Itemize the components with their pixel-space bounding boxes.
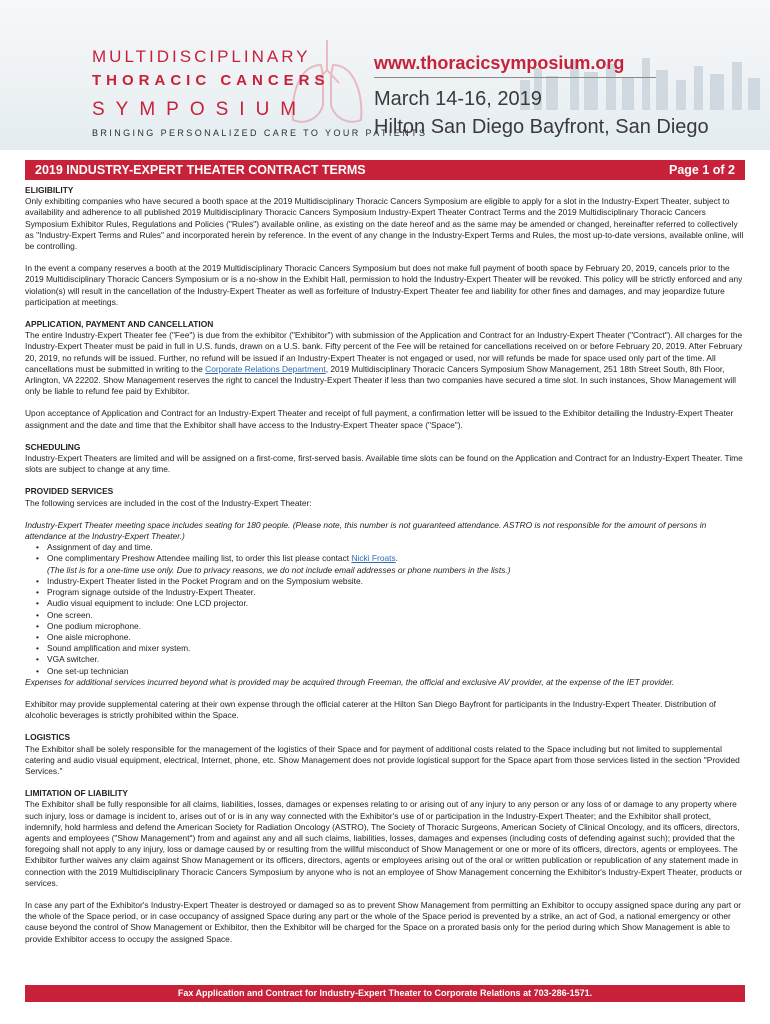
- section-heading-eligibility: ELIGIBILITY: [25, 185, 74, 195]
- list-item: • One screen.: [47, 610, 745, 621]
- document-body: [25, 185, 745, 945]
- footer-bar: Fax Application and Contract for Industry-Expert Theater to Corporate Relations at 703-286-1571.: [25, 985, 745, 1002]
- website-link[interactable]: www.thoracicsymposium.org: [374, 53, 625, 73]
- logo-line-thoracic-cancers: THORACIC CANCERS: [92, 72, 330, 89]
- paragraph: The following services are included in the cost of the Industry-Expert Theater:: [25, 497, 312, 508]
- section-heading-scheduling: SCHEDULING: [25, 441, 81, 452]
- paragraph: Industry-Expert Theaters are limited and will be assigned on a first-come, first-served basis. Available time slots can be found on the Application and Contract for an Industry-Expert Theater. Time slots are subject to change at any time.: [25, 453, 743, 475]
- nicki-froats-link[interactable]: Nicki Froats: [351, 553, 396, 564]
- title-bar: [25, 160, 745, 180]
- paragraph: In case any part of the Exhibitor's Industry-Expert Theater is destroyed or damaged so as to prevent Show Management from permitting an Exhibitor to occupy assigned space during any part or the whole of the Space period, or in case occupancy of assigned Space during any part or the whole of the Space period is prevented by a strike, an act of God, a national emergency or other cause beyond the control of Show Management or Exhibitor, then the Exhibitor will be charged for the Space on a prorated basis only for the period during which Show Management is able to provide Exhibitor access to occupy the assigned Space.: [25, 899, 742, 944]
- paragraph: Only exhibiting companies who have secured a booth space at the 2019 Multidisciplinary Thoracic Cancers Symposium are eligible to apply for a slot in the Industry-Expert Theater, subject to availability and adherence to all published 2019 Multidisciplinary Thoracic Cancers Symposium Industry-Expert Theater Contract Terms and the 2019 Multidisciplinary Thoracic Cancers Symposium Exhibitor Rules, Regulations and Policies ("Rules") available online, as existing on the date hereof and as the same may be amended or changed, hereinafter referred to collectively as "Industry-Expert Terms and Rules" and incorporated herein by reference. In the event of any change in the Industry-Expert Terms and Rules, the most up-to-date versions, available online, will be controlling.: [25, 196, 744, 252]
- section-heading-logistics: LOGISTICS: [25, 732, 71, 743]
- list-item: • Industry-Expert Theater listed in the Pocket Program and on the Symposium website.: [47, 576, 745, 587]
- expenses-note: Expenses for additional services incurred beyond what is provided may be acquired through Freeman, the official and exclusive AV provider, at the expense of the IET provider.: [25, 676, 675, 687]
- section-heading-liability: LIMITATION OF LIABILITY: [25, 788, 128, 799]
- page-number: Page 1 of 2: [669, 163, 735, 177]
- list-item: • One set-up technician: [47, 666, 745, 677]
- document-title: 2019 INDUSTRY-EXPERT THEATER CONTRACT TERMS: [35, 163, 366, 177]
- corporate-relations-link[interactable]: Corporate Relations Department: [205, 363, 326, 374]
- paragraph: The Exhibitor shall be solely responsible for the management of the logistics of their Space and for payment of additional costs related to the Space including but not limited to supplemental catering and audio visual equipment, electrical, Internet, phone, etc. Show Management does not provide logistical support for the Space apart from those services listed in the section "Provided Services.": [25, 743, 740, 776]
- list-item: • Program signage outside of the Industry-Expert Theater.: [47, 587, 745, 598]
- services-list: [25, 542, 745, 676]
- paragraph: Exhibitor may provide supplemental catering at their own expense through the official caterer at the Hilton San Diego Bayfront for participants in the Industry-Expert Theater. Distribution of alcoholic beverages is strictly prohibited within the Space.: [25, 698, 716, 721]
- logo-tagline: BRINGING PERSONALIZED CARE TO YOUR PATIENTS: [92, 128, 428, 138]
- paragraph: The Exhibitor shall be fully responsible for all claims, liabilities, losses, damages or expenses relating to or arising out of any injury to any person or any loss of or damage to any property where such injury, loss or damage is incident to, arises out of or is in any way connected with the Exhibitor's use of or participation in the Industry-Expert Theater; and the Exhibitor shall protect, indemnify, hold harmless and defend the American Society for Radiation Oncology (ASTRO), The Society of Thoracic Surgeons, American Society of Clinical Oncology, and its officers, directors, agents and employees ("Show Management") from and against any and all such claims, liabilities, losses, damages and expenses (including costs of defending against such); provided that the foregoing shall not apply to any injury, loss or damage caused by or resulting from the willful misconduct of Show Management or one or more of its officers, directors, agents or employees. The Exhibitor further waives any claim against Show Management or its officers, directors, agents or employees arising out of the oral or written publication or republication of any statement made in connection with the 2019 Multidisciplinary Thoracic Cancers Symposium by anyone who is not an employee of Show Management concerning the Exhibitor's Industry-Expert Theater, products or services.: [25, 799, 743, 888]
- header-divider: [374, 77, 656, 78]
- event-venue: Hilton San Diego Bayfront, San Diego: [374, 116, 709, 138]
- list-item: • Assignment of day and time.: [47, 542, 745, 553]
- list-item: • Sound amplification and mixer system.: [47, 643, 745, 654]
- header-banner: [0, 0, 770, 150]
- paragraph: The entire Industry-Expert Theater fee ("Fee") is due from the exhibitor ("Exhibitor") with submission of the Application and Contract for an Industry-Expert Theater ("Contract"). All charges for the Industry-Expert Theater must be paid in full in U.S. funds, drawn on a U.S. bank. Fifty percent of the Fee will be retained for cancellations received on or before February 20, 2019. After February 20, 2019, no refunds will be issued. Further, no refund will be issued if an Industry-Expert Theater is not engaged or used, nor will refunds be made for space used only part of the time. All cancellations must be submitted in writing to the Corporate Relations Department, 2019 Multidisciplinary Thoracic Cancers Symposium Show Management, 251 18th Street South, 8th Floor, Arlington, VA 22202. Show Management reserves the right to cancel the Industry-Expert Theater if less than two companies have secured a time slot. In such instances, Show Management will only be liable to refund fee paid by Exhibitor.: [25, 330, 743, 397]
- list-item: • Audio visual equipment to include: One LCD projector.: [47, 598, 745, 609]
- list-item: • VGA switcher.: [47, 654, 745, 665]
- seating-note: Industry-Expert Theater meeting space includes seating for 180 people. (Please note, this number is not guaranteed attendance. ASTRO is not responsible for the amount of persons in attendance at the Industry-Expert Theater.): [25, 519, 707, 542]
- section-heading-services: PROVIDED SERVICES: [25, 486, 114, 497]
- logo-line-symposium: SYMPOSIUM: [92, 99, 308, 120]
- list-item: • One podium microphone.: [47, 621, 745, 632]
- section-heading-application: APPLICATION, PAYMENT AND CANCELLATION: [25, 319, 214, 330]
- list-item: • One aisle microphone.: [47, 632, 745, 643]
- list-item: • One complimentary Preshow Attendee mailing list, to order this list please contact Nicki Froats. (The list is for a one-time use only. Due to privacy reasons, we do not include email addresses or phone numbers in the lists.): [47, 553, 745, 575]
- paragraph: Upon acceptance of Application and Contract for an Industry-Expert Theater and receipt of full payment, a confirmation letter will be issued to the Exhibitor detailing the Industry-Expert Theater assignment and the date and time that the Exhibitor shall have access to the Industry-Expert Theater space ("Space").: [25, 408, 734, 430]
- list-note: (The list is for a one-time use only. Due to privacy reasons, we do not include email addresses or phone numbers in the lists.): [47, 564, 511, 575]
- logo-line-multidisciplinary: MULTIDISCIPLINARY: [92, 47, 311, 66]
- paragraph: In the event a company reserves a booth at the 2019 Multidisciplinary Thoracic Cancers Symposium but does not make full payment of booth space by February 20, 2019, cancels prior to the 2019 Multidisciplinary Thoracic Cancers Symposium or is a no-show in the Exhibit Hall, permission to hold the Industry-Expert Theater will be revoked. This policy will be strictly enforced and any violation(s) will result in the cancellation of the Industry-Expert Theater as well as forfeiture of Industry-Expert Theater fee and liability for other fines and damages, and may jeopardize future participation at meetings.: [25, 263, 743, 307]
- event-dates: March 14-16, 2019: [374, 88, 542, 110]
